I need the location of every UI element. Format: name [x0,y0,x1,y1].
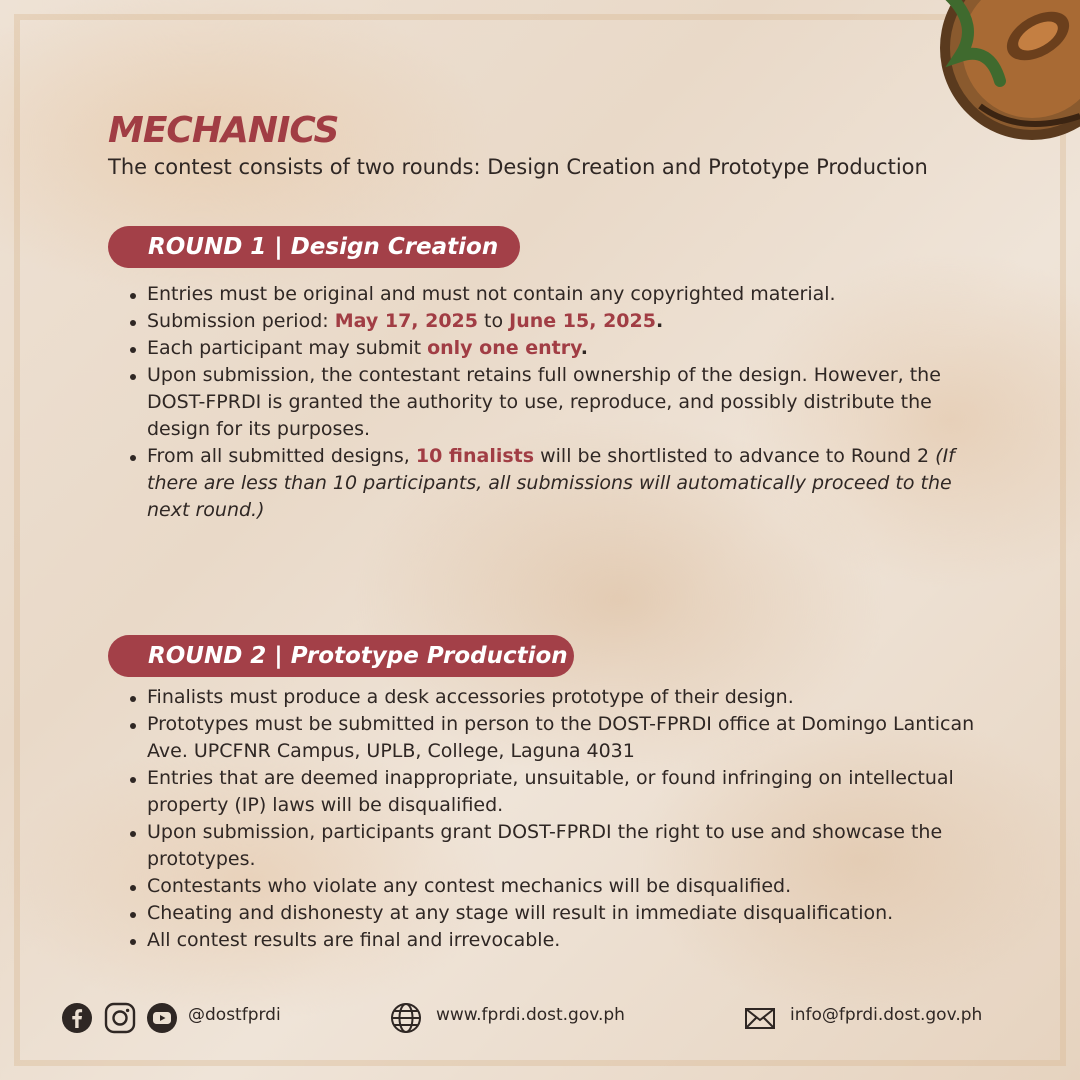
facebook-icon[interactable] [61,1002,93,1034]
envelope-icon [744,1002,776,1034]
item-text: . [580,337,588,359]
item-text: Entries must be original and must not contain any copyrighted material. [147,283,836,305]
youtube-icon[interactable] [146,1002,178,1034]
instagram-icon[interactable] [104,1002,136,1034]
list-item [130,443,990,524]
submission-end-date: June 15, 2025 [509,310,656,332]
page-subtitle: The contest consists of two rounds: Design Creation and Prototype Production [108,155,928,179]
item-text: . [655,310,664,332]
round-1-heading: ROUND 1 | Design Creation [108,226,520,268]
list-item [130,308,990,335]
list-item: Entries that are deemed inappropriate, unsuitable, or found infringing on intellectual property (IP) laws will be disqualified. [130,765,990,819]
item-note: (If there are less than 10 participants, all submissions will automatically proceed to the next round.) [147,445,955,521]
list-item: Prototypes must be submitted in person to the DOST-FPRDI office at Domingo Lantican Ave. UPCFNR Campus, UPLB, College, Laguna 4031 [130,711,990,765]
item-text: Upon submission, the contestant retains full ownership of the design. However, the DOST-FPRDI is granted the authority to use, reproduce, and possibly distribute the design for its purposes. [147,364,941,440]
list-item: Contestants who violate any contest mechanics will be disqualified. [130,873,990,900]
wood-emblem-decoration [920,0,1080,161]
list-item [130,362,990,443]
list-item: Finalists must produce a desk accessories prototype of their design. [130,684,990,711]
list-item: Cheating and dishonesty at any stage will result in immediate disqualification. [130,900,990,927]
item-text: will be shortlisted to advance to Round 2 [534,445,936,467]
footer [0,998,1080,1038]
social-handle[interactable]: @dostfprdi [188,1005,281,1025]
submission-start-date: May 17, 2025 [334,310,479,332]
item-text: Submission period: [147,310,335,332]
page-title: MECHANICS [108,110,339,151]
item-text: From all submitted designs, [147,445,416,467]
entry-limit-highlight: only one entry [427,337,581,359]
email-link[interactable]: info@fprdi.dost.gov.ph [790,1005,983,1025]
item-text: Each participant may submit [147,337,428,359]
finalists-highlight: 10 finalists [415,445,535,467]
round-2-list [130,684,990,954]
globe-icon [390,1002,422,1034]
item-text: to [478,310,510,332]
list-item [130,281,990,308]
website-link[interactable]: www.fprdi.dost.gov.ph [436,1005,625,1025]
list-item: All contest results are final and irrevocable. [130,927,990,954]
list-item: Upon submission, participants grant DOST-FPRDI the right to use and showcase the prototypes. [130,819,990,873]
round-2-heading: ROUND 2 | Prototype Production [108,635,574,677]
list-item [130,335,990,362]
round-1-list [130,281,990,524]
